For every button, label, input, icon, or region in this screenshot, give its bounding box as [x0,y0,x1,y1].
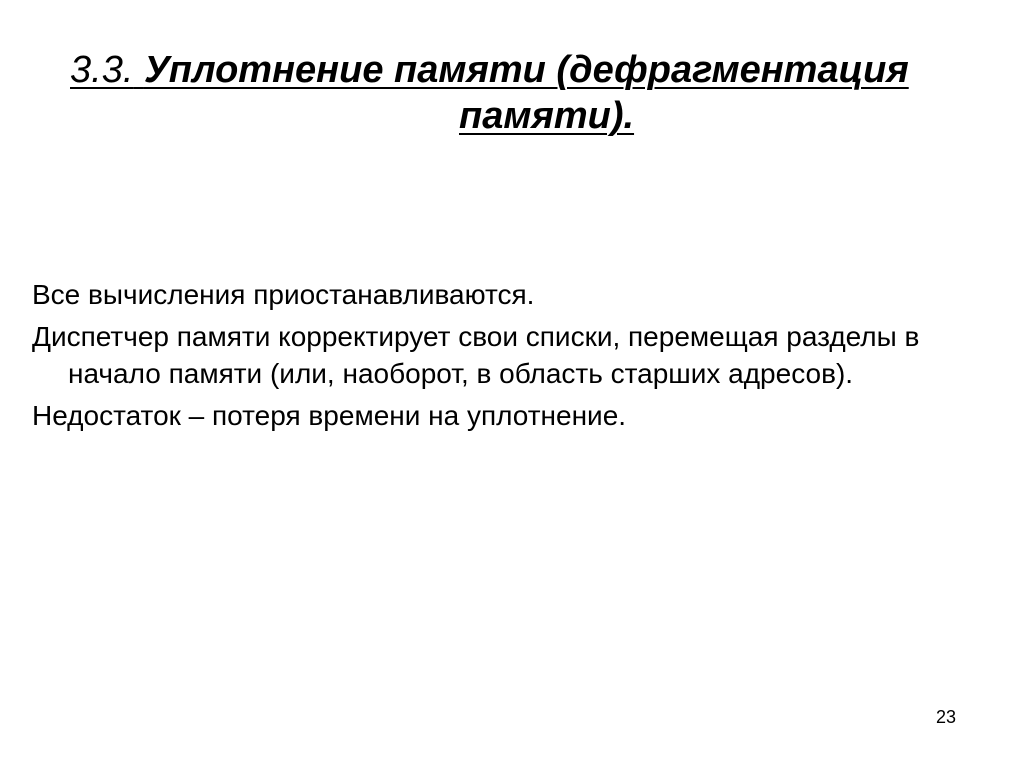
slide-title-line-2: памяти). [459,95,635,137]
slide-title-number: 3.3. [70,49,134,91]
page-number: 23 [936,707,957,727]
slide-body [32,276,992,439]
body-paragraph-2: Диспетчер памяти корректирует свои списки, перемещая разделы в начало памяти (или, наоборот, в область старших адресов). [32,321,920,389]
body-paragraph-3: Недостаток – потеря времени на уплотнение. [32,400,627,431]
body-paragraph-1: Все вычисления приостанавливаются. [32,279,535,310]
slide-title-text: Уплотнение памяти (дефрагментация [143,49,909,91]
slide-title-line-1 [70,48,909,92]
